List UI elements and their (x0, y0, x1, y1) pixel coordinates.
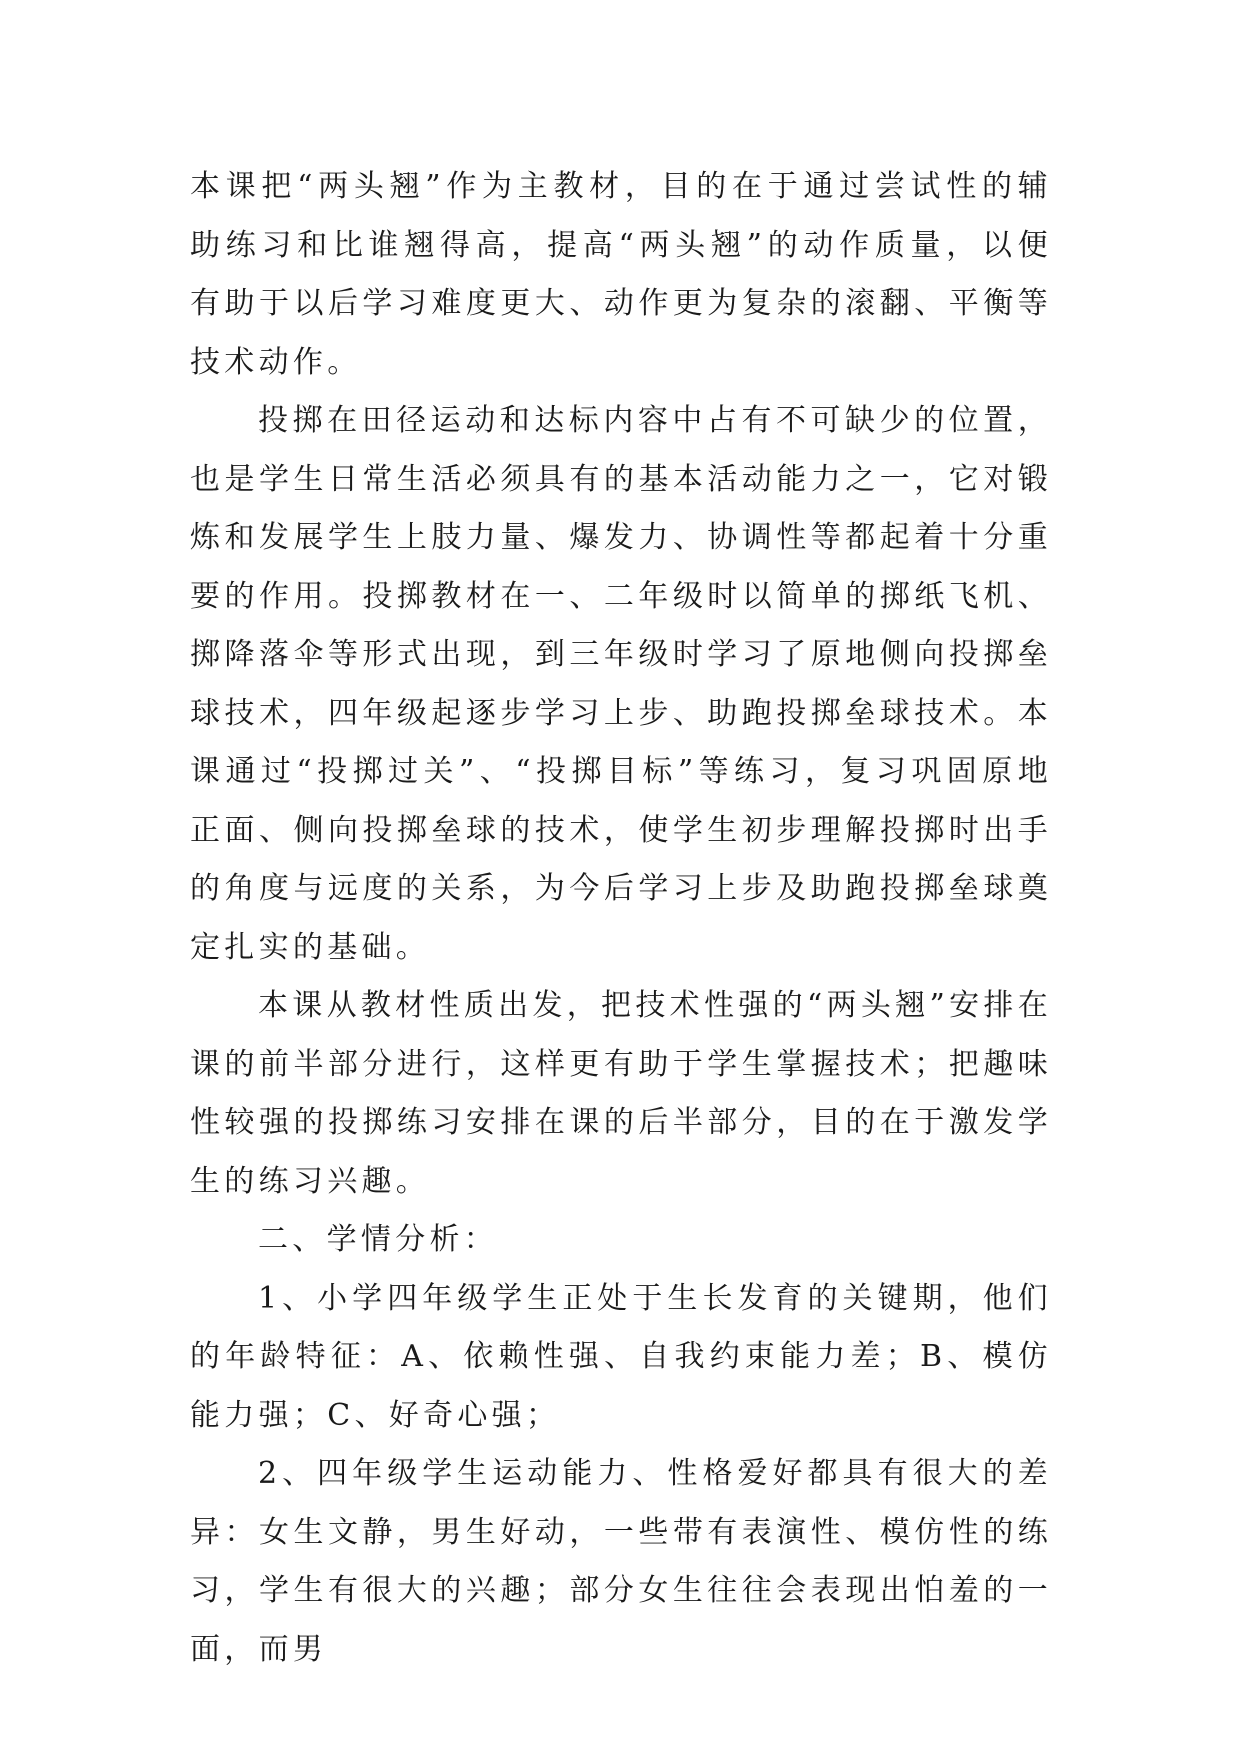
section-heading-student-analysis: 二、学情分析： (258, 1222, 499, 1257)
paragraph-throwing-overview: 投掷在田径运动和达标内容中占有不可缺少的位置，也是学生日常生活必须具有的基本活动能力之一，它对锻炼和发展学生上肢力量、爆发力、协调性等都起着十分重要的作用。投掷教材在一、二年级时以简单的掷纸飞机、掷降落伞等形式出现，到三年级时学习了原地侧向投掷垒球技术，四年级起逐步学习上步、助跑投掷垒球技术。本课通过“投掷过关”、“投掷目标”等练习，复习巩固原地正面、侧向投掷垒球的技术，使学生初步理解投掷时出手的角度与远度的关系，为今后学习上步及助跑投掷垒球奠定扎实的基础。 (190, 403, 1052, 965)
paragraph-student-differences: 2、四年级学生运动能力、性格爱好都具有很大的差异：女生文静，男生好动，一些带有表演性、模仿性的练习，学生有很大的兴趣；部分女生往往会表现出怕羞的一面，而男 (190, 1456, 1052, 1667)
paragraph-course-arrangement: 本课从教材性质出发，把技术性强的“两头翘”安排在课的前半部分进行，这样更有助于学生掌握技术；把趣味性较强的投掷练习安排在课的后半部分，目的在于激发学生的练习兴趣。 (190, 988, 1052, 1199)
paragraph-student-age-traits: 1、小学四年级学生正处于生长发育的关键期，他们的年龄特征：A、依赖性强、自我约束能力差；B、模仿能力强；C、好奇心强； (190, 1280, 1052, 1433)
paragraph-course-main-material: 本课把“两头翘”作为主教材，目的在于通过尝试性的辅助练习和比谁翘得高，提高“两头翘”的动作质量，以便有助于以后学习难度更大、动作更为复杂的滚翻、平衡等技术动作。 (190, 169, 1052, 380)
document-body (190, 158, 1052, 1679)
